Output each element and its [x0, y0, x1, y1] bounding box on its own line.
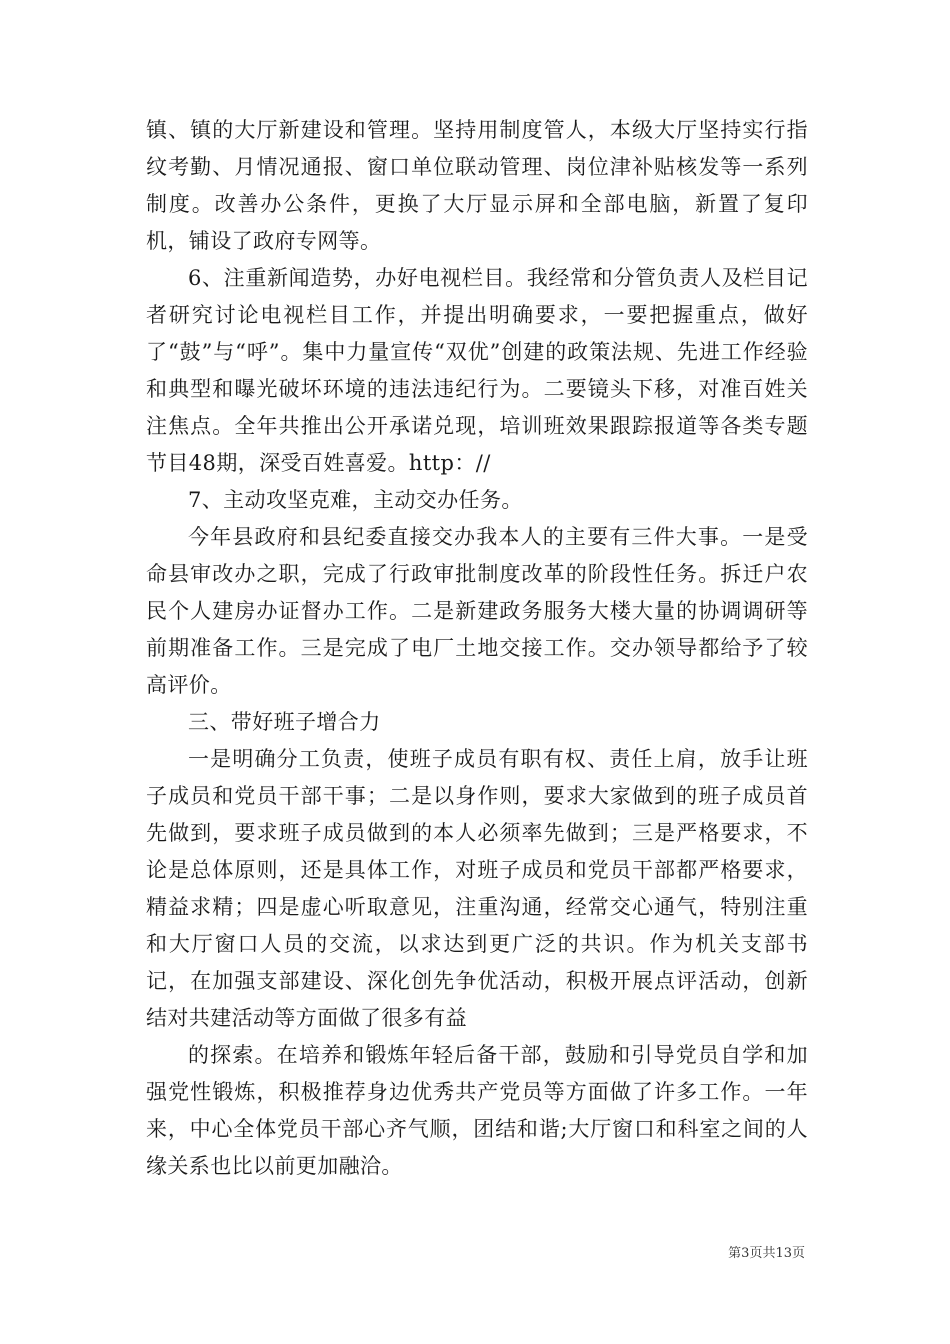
page-number-footer: 第3页共13页 — [728, 1246, 805, 1261]
paragraph-3: 7、主动攻坚克难，主动交办任务。 — [188, 488, 523, 512]
paragraph-1: 镇、镇的大厅新建设和管理。坚持用制度管人，本级大厅坚持实行指纹考勤、月情况通报、窗口单位联动管理、岗位津补贴核发等一系列制度。改善办公条件，更换了大厅显示屏和全部电脑，新置了复印机，铺设了政府专网等。 — [146, 118, 808, 253]
paragraph-2: 6、注重新闻造势，办好电视栏目。我经常和分管负责人及栏目记者研究讨论电视栏目工作，并提出明确要求，一要把握重点，做好了“鼓”与“呼”。集中力量宣传“双优”创建的政策法规、先进工作经验和典型和曝光破坏环境的违法违纪行为。二要镜头下移，对准百姓关注焦点。全年共推出公开承诺兑现，培训班效果跟踪报道等各类专题节目48期，深受百姓喜爱。http：// — [146, 266, 808, 475]
section-heading: 三、带好班子增合力 — [188, 710, 381, 734]
paragraph-6: 一是明确分工负责，使班子成员有职有权、责任上肩，放手让班子成员和党员干部干事；二是以身作则，要求大家做到的班子成员首先做到，要求班子成员做到的本人必须率先做到；三是严格要求，不论是总体原则，还是具体工作，对班子成员和党员干部都严格要求，精益求精；四是虚心听取意见，注重沟通，经常交心通气，特别注重和大厅窗口人员的交流，以求达到更广泛的共识。作为机关支部书记，在加强支部建设、深化创先争优活动，积极开展点评活动，创新结对共建活动等方面做了很多有益 — [146, 747, 808, 1030]
document-body — [146, 112, 808, 1185]
paragraph-7: 的探索。在培养和锻炼年轻后备干部，鼓励和引导党员自学和加强党性锻炼，积极推荐身边优秀共产党员等方面做了许多工作。一年来，中心全体党员干部心齐气顺，团结和谐;大厅窗口和科室之间的人缘关系也比以前更加融洽。 — [146, 1043, 808, 1178]
paragraph-4: 今年县政府和县纪委直接交办我本人的主要有三件大事。一是受命县审改办之职，完成了行政审批制度改革的阶段性任务。拆迁户农民个人建房办证督办工作。二是新建政务服务大楼大量的协调调研等前期准备工作。三是完成了电厂土地交接工作。交办领导都给予了较高评价。 — [146, 525, 808, 697]
